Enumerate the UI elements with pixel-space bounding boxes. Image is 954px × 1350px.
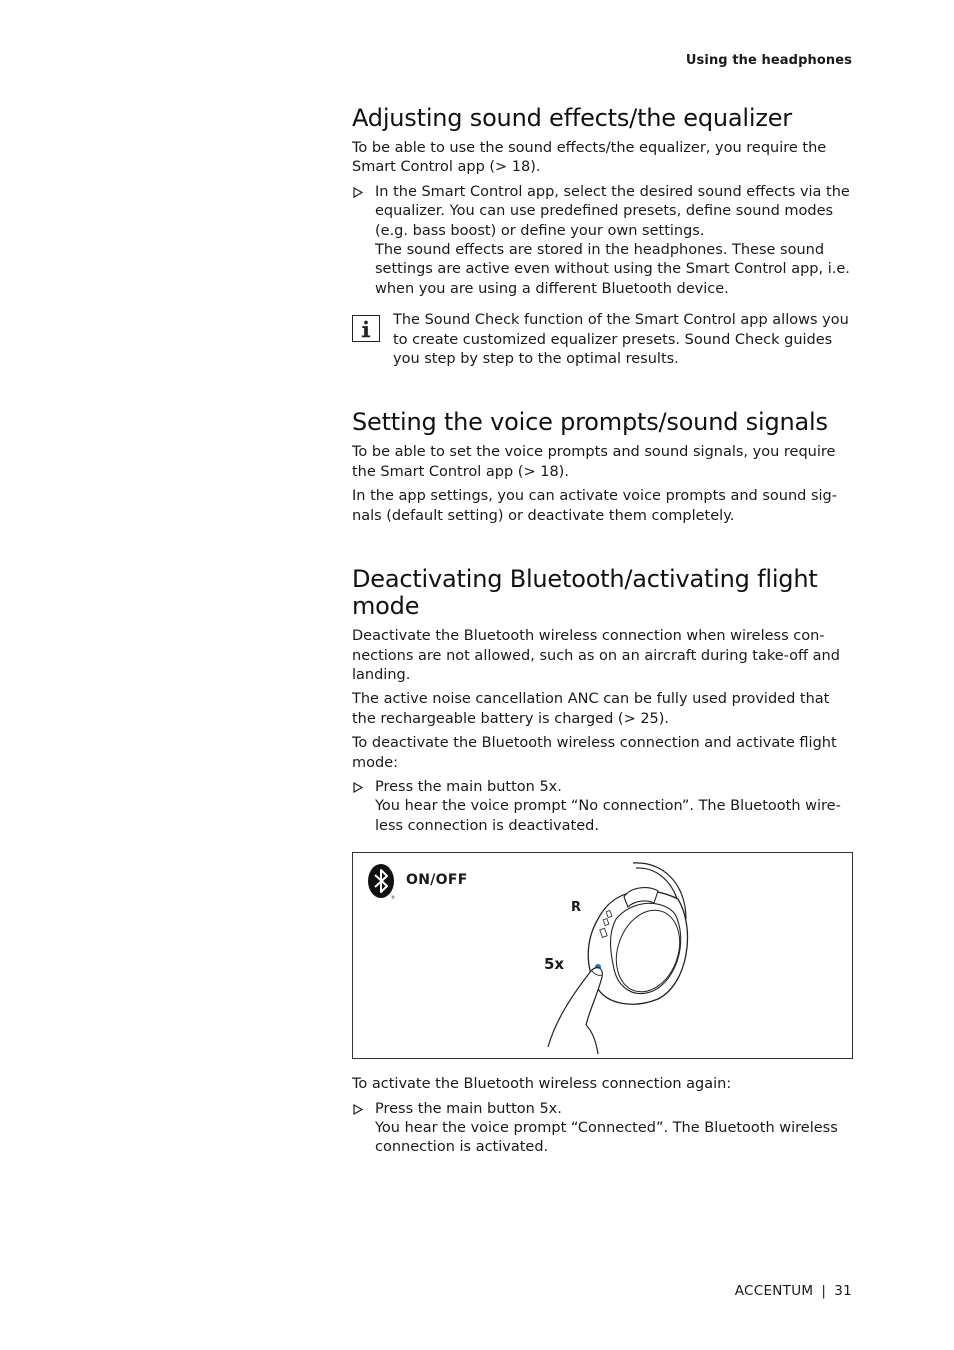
- running-head: Using the headphones: [685, 53, 852, 68]
- press-count-label: 5x: [544, 955, 565, 974]
- section-voice-prompts: [352, 409, 852, 526]
- footer-separator: |: [821, 1283, 827, 1299]
- instruction-step: [352, 183, 852, 299]
- product-name: ACCENTUM: [734, 1283, 814, 1299]
- paragraph: The active noise cancellation ANC can be fully used provided that the rechargeable battery is charged (> 25).: [352, 691, 830, 727]
- page-content: [352, 105, 852, 1163]
- info-icon: [352, 315, 380, 342]
- page-number: 31: [834, 1283, 852, 1299]
- section-equalizer: [352, 105, 852, 369]
- instruction-step: [352, 778, 852, 836]
- step-text: Press the main button 5x.: [375, 778, 562, 795]
- bluetooth-icon: [367, 864, 397, 900]
- section-flight-mode: [352, 566, 852, 1158]
- paragraph: In the app settings, you can activate voice prompts and sound sig-nals (default setting) or deactivate them completely.: [352, 488, 837, 524]
- note-text: The Sound Check function of the Smart Control app allows you to create customized equalizer presets. Sound Check guides you step by step to the optimal results.: [393, 312, 849, 368]
- right-side-label: R: [571, 900, 582, 916]
- headphone-illustration: [352, 852, 853, 1059]
- paragraph: To be able to set the voice prompts and sound signals, you require the Smart Control app (> 18).: [352, 444, 836, 480]
- info-note: [352, 311, 852, 369]
- section-title: Deactivating Bluetooth/activating flight mode: [352, 565, 818, 621]
- step-arrow-icon: [353, 187, 363, 198]
- section-title: Adjusting sound effects/the equalizer: [352, 104, 792, 132]
- step-text: In the Smart Control app, select the desired sound effects via the equalizer. You can use predefined presets, define sound modes (e.g. bass boost) or define your own settings.: [375, 183, 850, 239]
- step-result: You hear the voice prompt “Connected”. The Bluetooth wireless connection is activated.: [375, 1119, 838, 1156]
- page-footer: [735, 1283, 852, 1299]
- step-result: The sound effects are stored in the headphones. These sound settings are active even without using the Smart Control app, i.e. when you are using a different Bluetooth device.: [375, 242, 850, 297]
- paragraph: Deactivate the Bluetooth wireless connection when wireless con-nections are not allowed, such as on an aircraft during take-off and landing.: [352, 628, 840, 683]
- on-off-label: ON/OFF: [406, 872, 468, 889]
- step-arrow-icon: [353, 1104, 363, 1115]
- instruction-step: [352, 1100, 852, 1158]
- section-intro: To be able to use the sound effects/the equalizer, you require the Smart Control app (> 18).: [352, 140, 827, 176]
- section-title: Setting the voice prompts/sound signals: [352, 408, 828, 437]
- step-arrow-icon: [353, 782, 363, 793]
- paragraph: To deactivate the Bluetooth wireless connection and activate flight mode:: [352, 735, 837, 771]
- svg-text:®: ®: [391, 895, 395, 901]
- step-text: Press the main button 5x.: [375, 1100, 562, 1117]
- paragraph: To activate the Bluetooth wireless connection again:: [352, 1076, 732, 1093]
- step-result: You hear the voice prompt “No connection”. The Bluetooth wire-less connection is deactivated.: [375, 798, 841, 834]
